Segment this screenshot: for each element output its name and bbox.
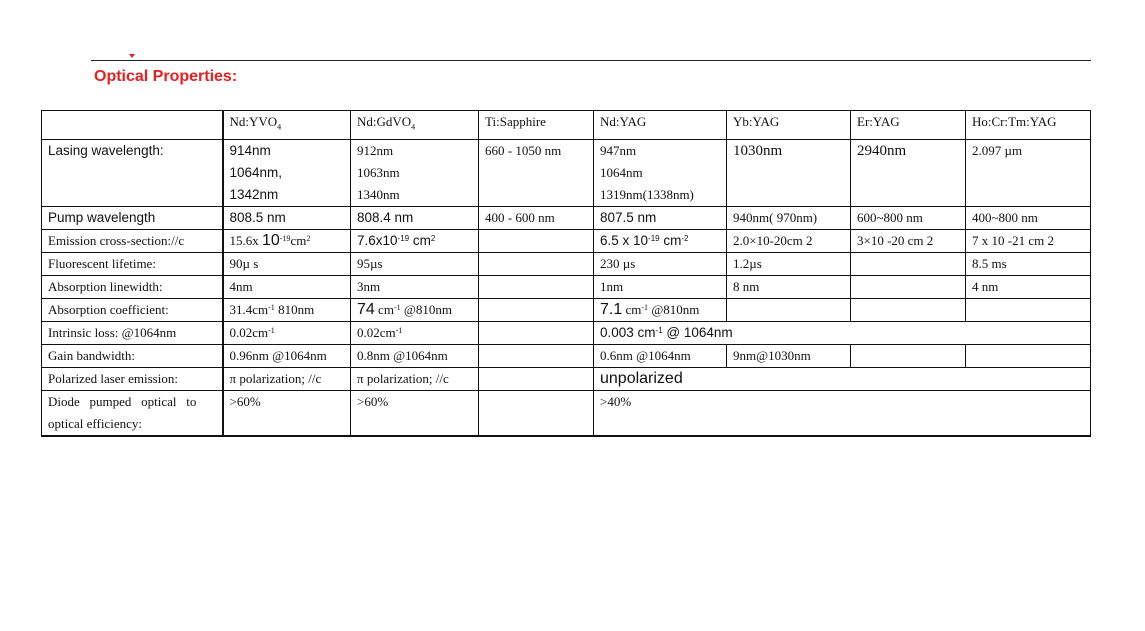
cell-pump-ho: 400~800 nm <box>966 206 1091 229</box>
cell-lasing-er-yag: 2940nm <box>851 139 966 206</box>
cell-emission-ho: 7 x 10 -21 cm 2 <box>966 229 1091 252</box>
cell-gain-er-yag <box>851 344 966 367</box>
edit-marker-icon <box>129 54 135 58</box>
cell-gain-nd-gdvo4: 0.8nm @1064nm <box>351 344 479 367</box>
cell-lasing-yb-yag: 1030nm <box>727 139 851 206</box>
cell-diode-ti-sapphire <box>479 390 594 436</box>
cell-gain-nd-yag: 0.6nm @1064nm <box>594 344 727 367</box>
row-label-diode: Diode pumped optical to optical efficiency: <box>42 390 223 436</box>
optical-properties-table <box>41 110 1091 437</box>
header-blank <box>42 111 223 140</box>
row-label-intrinsic: Intrinsic loss: @1064nm <box>42 321 223 344</box>
cell-abs-coeff-nd-gdvo4: 74 $cm^{-1}$ @810nm <box>351 298 479 321</box>
cell-lifetime-yb-yag: 1.2µs <box>727 252 851 275</box>
cell-linewidth-nd-yvo4: 4nm <box>223 275 351 298</box>
header-row <box>42 111 1091 140</box>
row-label-emission: Emission cross-section://c <box>42 229 223 252</box>
cell-emission-nd-gdvo4: $7.6x10^{-19}$ $cm^2$ <box>351 229 479 252</box>
table-row <box>42 321 1091 344</box>
cell-linewidth-er-yag <box>851 275 966 298</box>
table-row <box>42 344 1091 367</box>
cell-emission-yb-yag: 2.0×10-20cm 2 <box>727 229 851 252</box>
row-label-linewidth: Absorption linewidth: <box>42 275 223 298</box>
cell-emission-er-yag: 3×10 -20 cm 2 <box>851 229 966 252</box>
cell-linewidth-yb-yag: 8 nm <box>727 275 851 298</box>
header-nd-gdvo4: Nd:GdVO$_4$ <box>351 111 479 140</box>
cell-linewidth-ho: 4 nm <box>966 275 1091 298</box>
table-row <box>42 229 1091 252</box>
cell-diode-nd-yag: >40% <box>594 390 1091 436</box>
header-nd-yag: Nd:YAG <box>594 111 727 140</box>
cell-abs-coeff-ho <box>966 298 1091 321</box>
cell-diode-nd-yvo4: >60% <box>223 390 351 436</box>
cell-linewidth-nd-yag: 1nm <box>594 275 727 298</box>
header-rule <box>91 60 1091 61</box>
row-label-lasing: Lasing wavelength: <box>42 139 223 206</box>
cell-abs-coeff-er-yag <box>851 298 966 321</box>
cell-polarized-nd-yag: unpolarized <box>594 367 1091 390</box>
cell-lasing-nd-gdvo4: 912nm 1063nm 1340nm <box>351 139 479 206</box>
cell-lasing-ti-sapphire: 660 - 1050 nm <box>479 139 594 206</box>
cell-polarized-ti-sapphire <box>479 367 594 390</box>
cell-pump-yb-yag: 940nm( 970nm) <box>727 206 851 229</box>
header-ho-cr-tm-yag: Ho:Cr:Tm:YAG <box>966 111 1091 140</box>
cell-lifetime-ho: 8.5 ms <box>966 252 1091 275</box>
cell-gain-ti-sapphire <box>479 344 594 367</box>
section-title: Optical Properties: <box>94 68 238 85</box>
header-yb-yag: Yb:YAG <box>727 111 851 140</box>
header-nd-yvo4: $Nd:YVO_4$ <box>223 111 351 140</box>
cell-pump-nd-yag: 807.5 nm <box>594 206 727 229</box>
cell-polarized-nd-yvo4: π polarization; //c <box>223 367 351 390</box>
cell-emission-ti-sapphire <box>479 229 594 252</box>
cell-linewidth-ti-sapphire <box>479 275 594 298</box>
cell-pump-ti-sapphire: 400 - 600 nm <box>479 206 594 229</box>
cell-pump-er-yag: 600~800 nm <box>851 206 966 229</box>
cell-lifetime-nd-yag: 230 µs <box>594 252 727 275</box>
table-row <box>42 275 1091 298</box>
cell-lasing-nd-yag: 947nm 1064nm 1319nm(1338nm) <box>594 139 727 206</box>
cell-pump-nd-gdvo4: 808.4 nm <box>351 206 479 229</box>
cell-pump-nd-yvo4: 808.5 nm <box>223 206 351 229</box>
cell-linewidth-nd-gdvo4: 3nm <box>351 275 479 298</box>
cell-gain-yb-yag: 9nm@1030nm <box>727 344 851 367</box>
row-label-abs-coeff: Absorption coefficient: <box>42 298 223 321</box>
cell-diode-nd-gdvo4: >60% <box>351 390 479 436</box>
row-label-gain: Gain bandwidth: <box>42 344 223 367</box>
header-er-yag: Er:YAG <box>851 111 966 140</box>
header-ti-sapphire: Ti:Sapphire <box>479 111 594 140</box>
cell-gain-nd-yvo4: 0.96nm @1064nm <box>223 344 351 367</box>
cell-intrinsic-nd-yvo4: $0.02cm^{-1}$ <box>223 321 351 344</box>
table-row <box>42 139 1091 206</box>
cell-intrinsic-nd-yag: 0.003 $cm^{-1}$ @ 1064nm <box>594 321 1091 344</box>
table-row <box>42 390 1091 436</box>
cell-abs-coeff-ti-sapphire <box>479 298 594 321</box>
row-label-lifetime: Fluorescent lifetime: <box>42 252 223 275</box>
cell-lifetime-ti-sapphire <box>479 252 594 275</box>
table-row <box>42 252 1091 275</box>
cell-lifetime-er-yag <box>851 252 966 275</box>
cell-abs-coeff-yb-yag <box>727 298 851 321</box>
row-label-polarized: Polarized laser emission: <box>42 367 223 390</box>
table-row <box>42 206 1091 229</box>
row-label-pump: Pump wavelength <box>42 206 223 229</box>
cell-lifetime-nd-gdvo4: 95µs <box>351 252 479 275</box>
cell-polarized-nd-gdvo4: π polarization; //c <box>351 367 479 390</box>
cell-abs-coeff-nd-yvo4: $31.4cm^{-1}$ 810nm <box>223 298 351 321</box>
cell-intrinsic-nd-gdvo4: $0.02cm^{-1}$ <box>351 321 479 344</box>
cell-lasing-ho: 2.097 µm <box>966 139 1091 206</box>
table-row <box>42 298 1091 321</box>
cell-lifetime-nd-yvo4: 90µ s <box>223 252 351 275</box>
cell-emission-nd-yvo4: 15.6x $10^{-19}cm^2$ <box>223 229 351 252</box>
cell-emission-nd-yag: 6.5 x $10^{-19}$ $cm^{-2}$ <box>594 229 727 252</box>
table-row <box>42 367 1091 390</box>
cell-intrinsic-ti-sapphire <box>479 321 594 344</box>
cell-lasing-nd-yvo4: 914nm 1064nm, 1342nm <box>223 139 351 206</box>
cell-abs-coeff-nd-yag: 7.1 $cm^{-1}$ @810nm <box>594 298 727 321</box>
cell-gain-ho <box>966 344 1091 367</box>
